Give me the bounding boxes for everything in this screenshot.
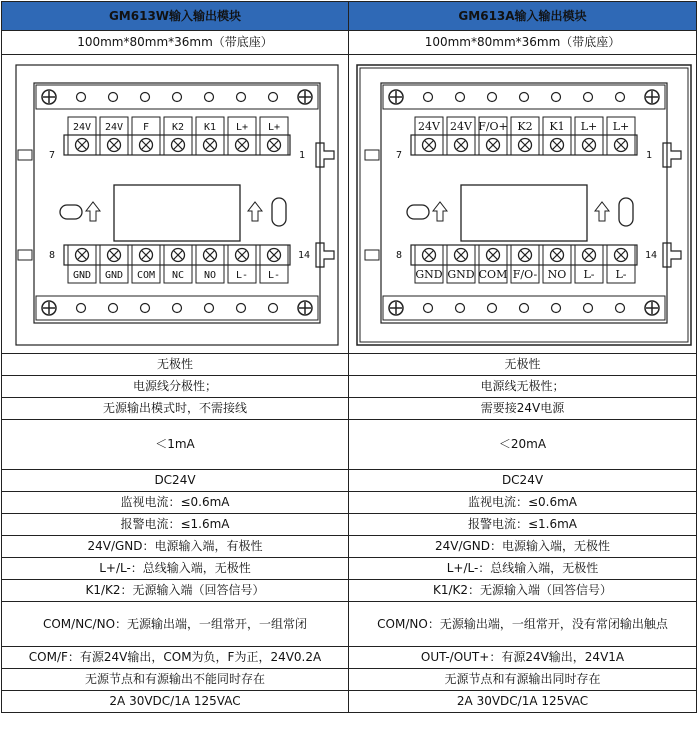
comparison-table bbox=[1, 1, 697, 354]
terminal-label: NO bbox=[203, 270, 217, 281]
hole-icon bbox=[237, 93, 246, 102]
hole-icon bbox=[173, 93, 182, 102]
terminal-label: K2 bbox=[171, 122, 185, 133]
arrow-up-icon bbox=[433, 202, 447, 221]
hole-icon bbox=[456, 304, 465, 313]
terminal-label: 24V bbox=[418, 120, 440, 133]
spec-right: COM/NO：无源输出端，一组常开，没有常闭输出触点 bbox=[349, 602, 697, 647]
hole-icon bbox=[488, 93, 497, 102]
terminal-label: F/O- bbox=[512, 268, 538, 281]
spec-row bbox=[2, 492, 697, 514]
hole-icon bbox=[520, 93, 529, 102]
bottom-screw-strip bbox=[383, 296, 665, 320]
hole-icon bbox=[552, 93, 561, 102]
header-left: GM613W输入输出模块 bbox=[2, 2, 349, 31]
terminal-number-8: 8 bbox=[395, 250, 403, 261]
hole-icon bbox=[456, 93, 465, 102]
terminal-label: GND bbox=[415, 268, 443, 281]
spec-row bbox=[2, 580, 697, 602]
arrow-up-icon bbox=[86, 202, 100, 221]
spec-left: COM/F：有源24V输出，COM为负，F为正，24V0.2A bbox=[2, 647, 349, 669]
terminal-number-7: 7 bbox=[395, 150, 403, 161]
terminal-label: L- bbox=[267, 270, 281, 281]
spec-row bbox=[2, 536, 697, 558]
dimensions-right: 100mm*80mm*36mm（带底座） bbox=[349, 31, 697, 55]
diagram-right-cell bbox=[349, 55, 697, 354]
spec-left: 无极性 bbox=[2, 354, 349, 376]
terminal-label: COM bbox=[478, 268, 508, 281]
top-screw-strip bbox=[36, 85, 318, 109]
spec-left: 24V/GND：电源输入端，有极性 bbox=[2, 536, 349, 558]
spec-left: K1/K2：无源输入端（回答信号） bbox=[2, 580, 349, 602]
terminal-label: GND bbox=[447, 268, 475, 281]
terminal-number-7: 7 bbox=[48, 150, 56, 161]
terminal-label: 24V bbox=[450, 120, 472, 133]
hole-icon bbox=[109, 304, 118, 313]
spec-row bbox=[2, 514, 697, 536]
terminal-label: L- bbox=[235, 270, 249, 281]
terminal-label: GND bbox=[104, 270, 124, 281]
wiring-diagram-right bbox=[351, 55, 697, 353]
side-clip-right bbox=[663, 243, 681, 267]
header-right: GM613A输入输出模块 bbox=[349, 2, 697, 31]
spec-row bbox=[2, 669, 697, 691]
spec-left: 2A 30VDC/1A 125VAC bbox=[2, 691, 349, 713]
terminal-label: L- bbox=[615, 268, 627, 281]
terminal-number-14: 14 bbox=[644, 250, 658, 261]
terminal-label: GND bbox=[72, 270, 92, 281]
diagram-row bbox=[2, 55, 697, 354]
spec-right: ＜20mA bbox=[349, 420, 697, 470]
terminal-label: 24V bbox=[104, 122, 124, 133]
hole-icon bbox=[237, 304, 246, 313]
hole-icon bbox=[552, 304, 561, 313]
side-clip-right bbox=[663, 143, 681, 167]
spec-right: 电源线无极性； bbox=[349, 376, 697, 398]
side-clip-right bbox=[316, 143, 334, 167]
hole-icon bbox=[141, 93, 150, 102]
hole-icon bbox=[616, 304, 625, 313]
center-window bbox=[461, 185, 587, 241]
side-tab-left bbox=[18, 250, 32, 260]
arrow-up-icon bbox=[595, 202, 609, 221]
spec-row bbox=[2, 691, 697, 713]
header-row bbox=[2, 2, 697, 31]
right-oval-hole bbox=[272, 198, 286, 226]
terminal-number-8: 8 bbox=[48, 250, 56, 261]
hole-icon bbox=[205, 93, 214, 102]
terminal-label: NO bbox=[547, 268, 567, 281]
spec-row bbox=[2, 470, 697, 492]
right-oval-hole bbox=[619, 198, 633, 226]
spec-right: OUT-/OUT+：有源24V输出，24V1A bbox=[349, 647, 697, 669]
terminal-number-1: 1 bbox=[298, 150, 306, 161]
hole-icon bbox=[173, 304, 182, 313]
module-body bbox=[34, 83, 320, 323]
terminal-label: K1 bbox=[549, 120, 565, 133]
terminal-label: L+ bbox=[267, 122, 281, 133]
spec-row bbox=[2, 420, 697, 470]
hole-icon bbox=[424, 304, 433, 313]
spec-row bbox=[2, 376, 697, 398]
terminal-label: L+ bbox=[580, 120, 598, 133]
hole-icon bbox=[77, 93, 86, 102]
center-window bbox=[114, 185, 240, 241]
hole-icon bbox=[584, 304, 593, 313]
spec-left: 监视电流：≤0.6mA bbox=[2, 492, 349, 514]
hole-icon bbox=[488, 304, 497, 313]
spec-row bbox=[2, 398, 697, 420]
hole-icon bbox=[205, 304, 214, 313]
spec-left: 无源节点和有源输出不能同时存在 bbox=[2, 669, 349, 691]
top-screw-strip bbox=[383, 85, 665, 109]
module-body bbox=[381, 83, 667, 323]
spec-row bbox=[2, 647, 697, 669]
terminal-label: F bbox=[142, 122, 150, 133]
spec-left: COM/NC/NO：无源输出端，一组常开，一组常闭 bbox=[2, 602, 349, 647]
hole-icon bbox=[77, 304, 86, 313]
terminal-number-14: 14 bbox=[297, 250, 311, 261]
spec-right: 需要接24V电源 bbox=[349, 398, 697, 420]
terminal-label: L- bbox=[583, 268, 595, 281]
terminal-label: COM bbox=[136, 270, 156, 281]
hole-icon bbox=[424, 93, 433, 102]
terminal-number-1: 1 bbox=[645, 150, 653, 161]
spec-left: L+/L-：总线输入端，无极性 bbox=[2, 558, 349, 580]
hole-icon bbox=[616, 93, 625, 102]
hole-icon bbox=[269, 93, 278, 102]
spec-row bbox=[2, 558, 697, 580]
hole-icon bbox=[520, 304, 529, 313]
spec-left: 无源输出模式时，不需接线 bbox=[2, 398, 349, 420]
terminal-label: L+ bbox=[612, 120, 630, 133]
side-clip-right bbox=[316, 243, 334, 267]
spec-right: 报警电流：≤1.6mA bbox=[349, 514, 697, 536]
spec-left: 电源线分极性； bbox=[2, 376, 349, 398]
terminal-label: NC bbox=[171, 270, 185, 281]
arrow-up-icon bbox=[248, 202, 262, 221]
spec-right: K1/K2：无源输入端（回答信号） bbox=[349, 580, 697, 602]
left-oval-hole bbox=[407, 205, 429, 219]
terminal-label: K2 bbox=[517, 120, 533, 133]
hole-icon bbox=[584, 93, 593, 102]
bottom-screw-strip bbox=[36, 296, 318, 320]
terminal-label: 24V bbox=[72, 122, 92, 133]
terminal-label: F/O+ bbox=[478, 120, 508, 133]
hole-icon bbox=[269, 304, 278, 313]
side-tab-left bbox=[18, 150, 32, 160]
wiring-diagram-left bbox=[4, 55, 349, 353]
spec-right: 监视电流：≤0.6mA bbox=[349, 492, 697, 514]
spec-table bbox=[1, 353, 697, 713]
side-tab-left bbox=[365, 250, 379, 260]
spec-right: L+/L-：总线输入端，无极性 bbox=[349, 558, 697, 580]
spec-right: DC24V bbox=[349, 470, 697, 492]
spec-right: 无源节点和有源输出同时存在 bbox=[349, 669, 697, 691]
spec-left: ＜1mA bbox=[2, 420, 349, 470]
side-tab-left bbox=[365, 150, 379, 160]
hole-icon bbox=[109, 93, 118, 102]
spec-row bbox=[2, 354, 697, 376]
dimensions-left: 100mm*80mm*36mm（带底座） bbox=[2, 31, 349, 55]
spec-left: DC24V bbox=[2, 470, 349, 492]
terminal-label: L+ bbox=[235, 122, 249, 133]
diagram-left-cell bbox=[2, 55, 349, 354]
dimensions-row bbox=[2, 31, 697, 55]
terminal-label: K1 bbox=[203, 122, 217, 133]
spec-right: 2A 30VDC/1A 125VAC bbox=[349, 691, 697, 713]
spec-row bbox=[2, 602, 697, 647]
hole-icon bbox=[141, 304, 150, 313]
spec-right: 无极性 bbox=[349, 354, 697, 376]
left-oval-hole bbox=[60, 205, 82, 219]
spec-left: 报警电流：≤1.6mA bbox=[2, 514, 349, 536]
spec-right: 24V/GND：电源输入端，无极性 bbox=[349, 536, 697, 558]
